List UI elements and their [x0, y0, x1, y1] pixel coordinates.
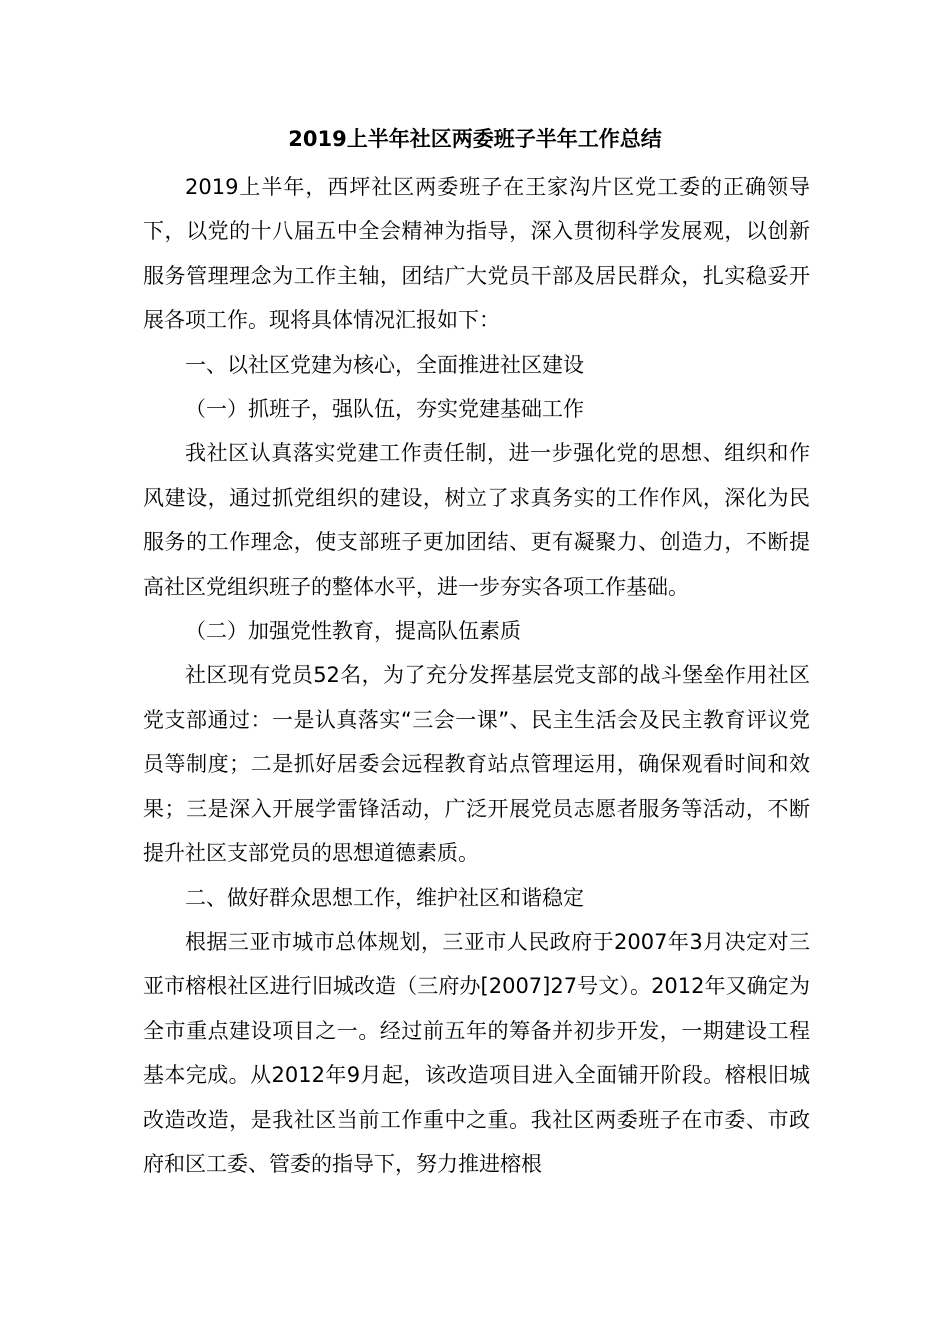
paragraph-urban-renewal: 根据三亚市城市总体规划，三亚市人民政府于2007年3月决定对三亚市榕根社区进行旧城改造（三府办[2007]27号文）。2012年又确定为全市重点建设项目之一。经过前五年的筹备并初步开发，一期建设工程基本完成。从2012年9月起，该改造项目进入全面铺开阶段。榕根旧城改造改造，是我社区当前工作重中之重。我社区两委班子在市委、市政府和区工委、管委的指导下，努力推进榕根	[143, 929, 810, 1176]
section-heading-1: 一、以社区党建为核心，全面推进社区建设	[185, 352, 584, 377]
subsection-heading-1-2: （二）加强党性教育，提高队伍素质	[185, 619, 521, 644]
subsection-heading-1-1: （一）抓班子，强队伍，夯实党建基础工作	[185, 397, 584, 422]
section-heading-2: 二、做好群众思想工作，维护社区和谐稳定	[185, 885, 584, 910]
document-body	[143, 165, 810, 1186]
document-title: 2019上半年社区两委班子半年工作总结	[288, 127, 662, 151]
paragraph-party-education: 社区现有党员52名，为了充分发挥基层党支部的战斗堡垒作用社区党支部通过：一是认真落实“三会一课”、民主生活会及民主教育评议党员等制度；二是抓好居委会远程教育站点管理运用，确保观看时间和效果；三是深入开展学雷锋活动，广泛开展党员志愿者服务等活动，不断提升社区支部党员的思想道德素质。	[143, 663, 810, 866]
paragraph-intro: 2019上半年，西坪社区两委班子在王家沟片区党工委的正确领导下，以党的十八届五中全会精神为指导，深入贯彻科学发展观，以创新服务管理理念为工作主轴，团结广大党员干部及居民群众，扎实稳妥开展各项工作。现将具体情况汇报如下：	[143, 175, 810, 333]
paragraph-party-building: 我社区认真落实党建工作责任制，进一步强化党的思想、组织和作风建设，通过抓党组织的建设，树立了求真务实的工作作风，深化为民服务的工作理念，使支部班子更加团结、更有凝聚力、创造力，不断提高社区党组织班子的整体水平，进一步夯实各项工作基础。	[143, 441, 810, 599]
